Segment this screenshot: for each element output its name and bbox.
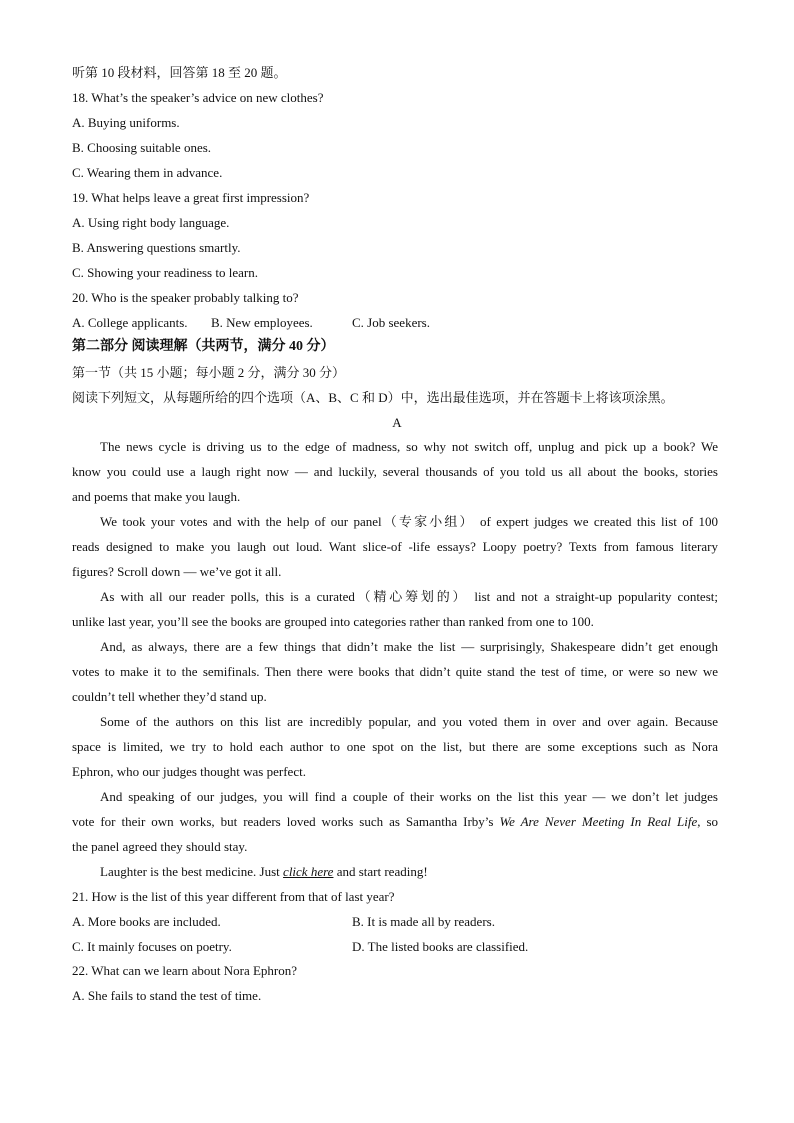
passage-paragraph-6-line-2	[72, 813, 718, 831]
passage-paragraph-2-line-1: We took your votes and with the help of our panel（专家小组） of expert judges we created this list of 100	[100, 514, 718, 529]
passage-label: A	[392, 415, 402, 430]
passage-paragraph-4-line-1: And, as always, there are a few things that didn’t make the list — surprisingly, Shakespeare didn’t get enough	[100, 639, 718, 654]
passage-paragraph-1-line-2: know you could use a laugh right now — and luckily, several thousands of you told us all about the books, stories	[72, 464, 718, 479]
question-21-option-a: A. More books are included.	[72, 914, 221, 929]
question-19-stem: 19. What helps leave a great first impression?	[72, 190, 310, 205]
question-20-option-a: A. College applicants.	[72, 315, 188, 330]
passage-paragraph-5-line-3: Ephron, who our judges thought was perfect.	[72, 764, 306, 779]
question-22-option-a: A. She fails to stand the test of time.	[72, 988, 262, 1003]
passage-paragraph-5-line-2: space is limited, we try to hold each author to one spot on the list, but there are some exceptions such as Nora	[72, 739, 718, 754]
click-here-link[interactable]: click here	[283, 864, 334, 879]
question-21-option-d: D. The listed books are classified.	[352, 939, 529, 954]
question-19-option-a: A. Using right body language.	[72, 215, 230, 230]
reading-section-title: 第一节（共 15 小题；每小题 2 分，满分 30 分）	[72, 365, 346, 380]
paragraph-7-end: and start reading!	[333, 864, 428, 879]
passage-paragraph-7	[100, 863, 428, 881]
question-22-stem: 22. What can we learn about Nora Ephron?	[72, 963, 298, 978]
question-18-option-c: C. Wearing them in advance.	[72, 165, 223, 180]
question-21-options-row-2	[72, 938, 718, 956]
question-20-option-b: B. New employees.	[211, 315, 313, 330]
passage-paragraph-2-line-2: reads designed to make you laugh out loud. Want slice-of -life essays? Loopy poetry? Texts from famous literary	[72, 539, 718, 554]
question-21-options-row-1	[72, 913, 718, 931]
passage-paragraph-1-line-3: and poems that make you laugh.	[72, 489, 241, 504]
passage-paragraph-3-line-1: As with all our reader polls, this is a curated（精心筹划的） list and not a straight-up popularity contest;	[100, 589, 718, 604]
question-18-stem: 18. What’s the speaker’s advice on new clothes?	[72, 90, 324, 105]
question-19-option-c: C. Showing your readiness to learn.	[72, 265, 258, 280]
question-20-option-c: C. Job seekers.	[352, 315, 430, 330]
passage-paragraph-6-line-1: And speaking of our judges, you will find a couple of their works on the list this year — we don’t let judges	[100, 789, 718, 804]
reading-instructions: 阅读下列短文，从每题所给的四个选项（A、B、C 和 D）中，选出最佳选项，并在答题卡上将该项涂黑。	[72, 390, 674, 405]
question-21-option-c: C. It mainly focuses on poetry.	[72, 939, 232, 954]
question-18-option-a: A. Buying uniforms.	[72, 115, 180, 130]
reading-part-title: 第二部分 阅读理解（共两节，满分 40 分）	[72, 339, 335, 354]
passage-paragraph-3-line-2: unlike last year, you’ll see the books are grouped into categories rather than ranked from one to 100.	[72, 614, 594, 629]
book-title: We Are Never Meeting In Real Life	[499, 814, 698, 829]
passage-paragraph-4-line-2: votes to make it to the semifinals. Then there were books that didn’t quite stand the test of time, or were so new we	[72, 664, 718, 679]
paragraph-6-line-2-end: , so	[697, 814, 719, 829]
passage-paragraph-4-line-3: couldn’t tell whether they’d stand up.	[72, 689, 267, 704]
question-18-option-b: B. Choosing suitable ones.	[72, 140, 212, 155]
passage-paragraph-6-line-3: the panel agreed they should stay.	[72, 839, 248, 854]
question-20-stem: 20. Who is the speaker probably talking to?	[72, 290, 299, 305]
question-19-option-b: B. Answering questions smartly.	[72, 240, 241, 255]
passage-paragraph-5-line-1: Some of the authors on this list are incredibly popular, and you voted them in over and over again. Because	[100, 714, 718, 729]
question-21-stem: 21. How is the list of this year different from that of last year?	[72, 889, 395, 904]
paragraph-6-line-2-text: vote for their own works, but readers loved works such as Samantha Irby’s	[72, 814, 500, 829]
question-21-option-b: B. It is made all by readers.	[352, 914, 495, 929]
passage-paragraph-2-line-3: figures? Scroll down — we’ve got it all.	[72, 564, 282, 579]
question-20-options	[72, 314, 718, 332]
passage-paragraph-1-line-1: The news cycle is driving us to the edge of madness, so why not switch off, unplug and pick up a book? We	[100, 439, 718, 454]
listening-header: 听第 10 段材料，回答第 18 至 20 题。	[72, 65, 287, 80]
paragraph-7-text: Laughter is the best medicine. Just	[100, 864, 284, 879]
